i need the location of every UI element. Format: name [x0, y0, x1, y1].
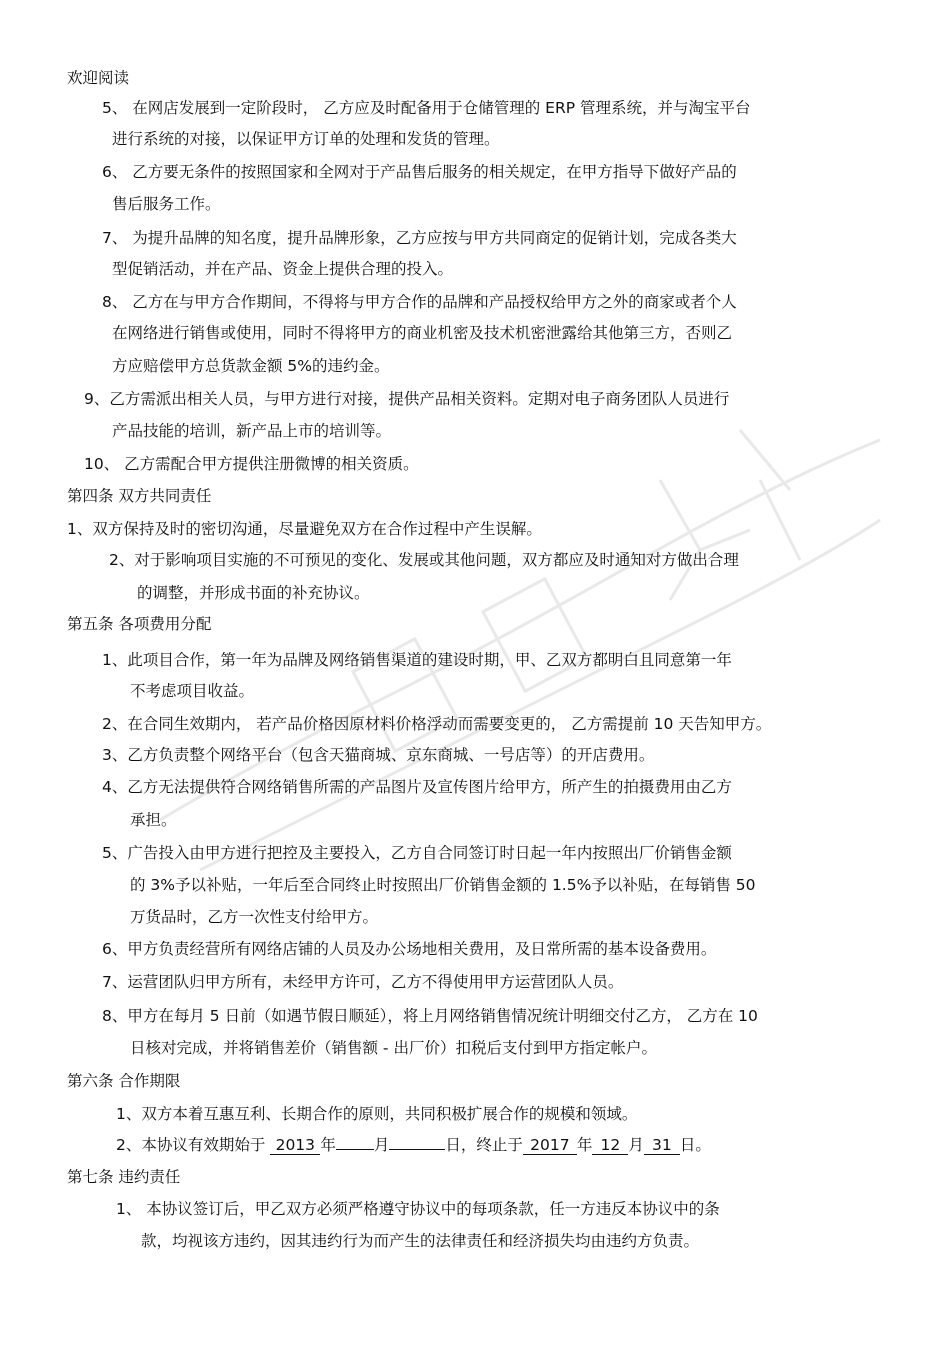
- section-heading-4: 第四条 双方共同责任: [67, 487, 212, 505]
- section-heading-6: 第六条 合作期限: [67, 1072, 181, 1090]
- section5-item-4-cont: 承担。: [130, 811, 177, 829]
- clause-6-cont: 售后服务工作。: [112, 195, 221, 213]
- clause-9-cont: 产品技能的培训，新产品上市的培训等。: [112, 422, 392, 440]
- clause-8: 8、 乙方在与甲方合作期间，不得将与甲方合作的品牌和产品授权给甲方之外的商家或者个人: [102, 293, 737, 311]
- year-label-2: 年: [576, 1136, 593, 1154]
- clause-7: 7、 为提升品牌的知名度，提升品牌形象，乙方应按与甲方共同商定的促销计划，完成各类大: [102, 229, 737, 247]
- section7-item-1: 1、 本协议签订后，甲乙双方必须严格遵守协议中的每项条款，任一方违反本协议中的条: [116, 1200, 720, 1218]
- section5-item-8: 8、甲方在每月 5 日前（如遇节假日顺延），将上月网络销售情况统计明细交付乙方， 乙方在 10: [102, 1007, 758, 1025]
- section5-item-1-cont: 不考虑项目收益。: [130, 682, 255, 700]
- clause-7-cont: 型促销活动，并在产品、资金上提供合理的投入。: [112, 260, 454, 278]
- section5-item-1: 1、此项目合作，第一年为品牌及网络销售渠道的建设时期，甲、乙双方都明白且同意第一年: [102, 651, 732, 669]
- month-label-2: 月: [628, 1136, 644, 1154]
- end-year-field: 2017: [523, 1136, 577, 1155]
- section4-item-2-cont: 的调整，并形成书面的补充协议。: [137, 584, 370, 602]
- section-heading-5: 第五条 各项费用分配: [67, 615, 212, 633]
- section5-item-6: 6、甲方负责经营所有网络店铺的人员及办公场地相关费用，及日常所需的基本设备费用。: [102, 940, 717, 958]
- section4-item-1: 1、双方保持及时的密切沟通，尽量避免双方在合作过程中产生误解。: [67, 520, 542, 538]
- day-label: 日。: [679, 1136, 711, 1154]
- section5-item-3: 3、乙方负责整个网络平台（包含天猫商城、京东商城、一号店等）的开店费用。: [102, 746, 655, 764]
- start-day-field: [389, 1149, 445, 1150]
- section4-item-2: 2、对于影响项目实施的不可预见的变化、发展或其他问题，双方都应及时通知对方做出合理: [109, 551, 739, 569]
- section5-item-5-cont2: 万货品时，乙方一次性支付给甲方。: [130, 908, 379, 926]
- section5-item-5-cont1: 的 3%予以补贴，一年后至合同终止时按照出厂价销售金额的 1.5%予以补贴，在每销售 50: [130, 876, 756, 894]
- section7-item-1-cont: 款，均视该方违约，因其违约行为而产生的法律责任和经济损失均由违约方负责。: [141, 1232, 700, 1250]
- section-heading-7: 第七条 违约责任: [67, 1168, 181, 1186]
- validity-prefix: 2、本协议有效期始于: [116, 1136, 266, 1154]
- section5-item-2: 2、在合同生效期内， 若产品价格因原材料价格浮动而需要变更的， 乙方需提前 10 天告知甲方。: [102, 715, 772, 733]
- start-year-field: 2013: [270, 1136, 320, 1155]
- clause-5: 5、 在网店发展到一定阶段时， 乙方应及时配备用于仓储管理的 ERP 管理系统，并与淘宝平台: [102, 99, 751, 117]
- document-header: 欢迎阅读: [67, 69, 130, 87]
- section5-item-5: 5、广告投入由甲方进行把控及主要投入，乙方自合同签订时日起一年内按照出厂价销售金额: [102, 844, 732, 862]
- year-label: 年: [320, 1136, 336, 1154]
- section5-item-4: 4、乙方无法提供符合网络销售所需的产品图片及宣传图片给甲方，所产生的拍摄费用由乙方: [102, 778, 732, 796]
- clause-8-cont2: 方应赔偿甲方总货款金额 5%的违约金。: [112, 357, 390, 375]
- clause-6: 6、 乙方要无条件的按照国家和全网对于产品售后服务的相关规定，在甲方指导下做好产品的: [102, 163, 737, 181]
- start-month-field: [336, 1149, 374, 1150]
- clause-5-cont: 进行系统的对接，以保证甲方订单的处理和发货的管理。: [112, 130, 500, 148]
- section5-item-8-cont: 日核对完成，并将销售差价（销售额 - 出厂价）扣税后支付到甲方指定帐户。: [130, 1039, 657, 1057]
- clause-9: 9、乙方需派出相关人员，与甲方进行对接，提供产品相关资料。定期对电子商务团队人员进行: [84, 390, 730, 408]
- day-end-label: 日，终止于: [445, 1136, 523, 1154]
- section5-item-7: 7、运营团队归甲方所有，未经甲方许可，乙方不得使用甲方运营团队人员。: [102, 973, 624, 991]
- clause-8-cont1: 在网络进行销售或使用，同时不得将甲方的商业机密及技术机密泄露给其他第三方，否则乙: [112, 324, 733, 342]
- month-label: 月: [373, 1136, 390, 1154]
- end-month-field: 12: [592, 1136, 628, 1155]
- clause-10: 10、 乙方需配合甲方提供注册微博的相关资质。: [84, 455, 419, 473]
- section6-item-2-validity: [116, 1135, 711, 1155]
- end-day-field: 31: [644, 1136, 680, 1155]
- section6-item-1: 1、双方本着互惠互利、长期合作的原则，共同积极扩展合作的规模和领域。: [116, 1105, 638, 1123]
